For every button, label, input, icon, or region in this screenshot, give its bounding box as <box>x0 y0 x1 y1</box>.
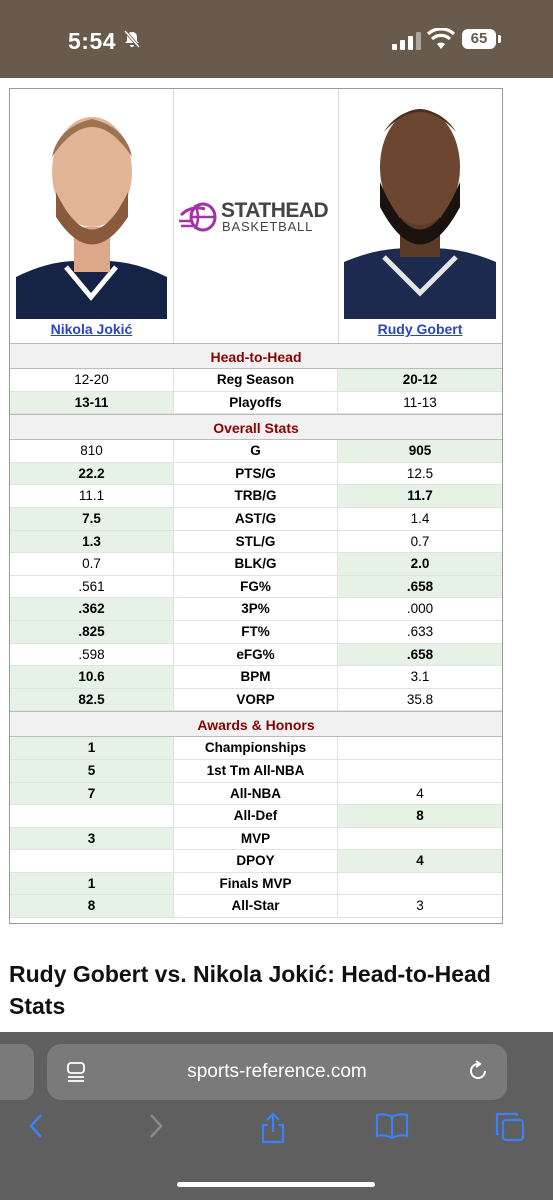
bookmarks-icon[interactable] <box>375 1112 409 1147</box>
stat-value-right: 3 <box>416 898 424 914</box>
stat-label: eFG% <box>173 644 338 666</box>
stat-value-left: 1 <box>10 873 173 895</box>
stat-value-right: 12.5 <box>406 465 434 481</box>
share-icon[interactable] <box>259 1112 287 1151</box>
wifi-icon <box>427 28 455 50</box>
table-row <box>10 783 502 806</box>
stat-value-right <box>338 873 502 895</box>
stat-value-left: 1.3 <box>10 531 173 553</box>
stat-label: G <box>173 440 338 462</box>
table-row <box>10 873 502 896</box>
stat-value-right: .658 <box>338 644 502 666</box>
tabs-icon[interactable] <box>495 1112 525 1149</box>
stat-value-right: 2.0 <box>338 553 502 575</box>
stat-label: 1st Tm All-NBA <box>173 760 338 782</box>
table-row <box>10 805 502 828</box>
stat-label: All-NBA <box>173 783 338 805</box>
battery-tip <box>498 35 501 43</box>
stat-value-left: .561 <box>78 578 105 594</box>
table-row <box>10 463 502 486</box>
cell-signal-icon <box>392 32 422 50</box>
stat-value-left: 5 <box>10 760 173 782</box>
stat-label: 3P% <box>173 598 338 620</box>
stat-value-right: 8 <box>338 805 502 827</box>
logo-column <box>173 89 339 343</box>
player-left-photo <box>16 97 167 319</box>
stat-value-right: 35.8 <box>406 691 434 707</box>
table-row <box>10 553 502 576</box>
reload-icon[interactable] <box>467 1060 489 1088</box>
table-row <box>10 828 502 851</box>
stat-value-left: 7 <box>10 783 173 805</box>
stat-value-left: 10.6 <box>10 666 173 688</box>
silent-bell-icon <box>123 30 141 53</box>
section-header-overall: Overall Stats <box>10 414 502 440</box>
section-header-h2h: Head-to-Head <box>10 343 502 369</box>
stat-value-left: .598 <box>78 646 105 662</box>
stat-value-right: .000 <box>406 601 434 617</box>
home-indicator[interactable] <box>177 1182 375 1187</box>
player-right-column <box>338 89 502 343</box>
comparison-card <box>9 88 503 924</box>
forward-icon[interactable] <box>146 1112 166 1147</box>
stat-label: FT% <box>173 621 338 643</box>
stat-label: BPM <box>173 666 338 688</box>
stat-value-right: 11.7 <box>338 485 502 507</box>
stat-label: FG% <box>173 576 338 598</box>
table-row <box>10 576 502 599</box>
stat-value-left <box>10 850 173 872</box>
stat-value-right: 1.4 <box>410 510 430 526</box>
stat-label: DPOY <box>173 850 338 872</box>
table-row <box>10 531 502 554</box>
stat-label: Playoffs <box>173 392 338 414</box>
stat-value-left <box>10 805 173 827</box>
table-row <box>10 440 502 463</box>
stat-value-left: .362 <box>10 598 173 620</box>
stat-value-right: .658 <box>338 576 502 598</box>
player-right-name-link[interactable]: Rudy Gobert <box>377 321 463 337</box>
stat-value-left: 1 <box>10 737 173 759</box>
stat-label: Championships <box>173 737 338 759</box>
stat-label: All-Star <box>173 895 338 917</box>
stathead-ball-icon <box>179 201 219 233</box>
stathead-logo[interactable] <box>179 199 335 233</box>
stat-value-left: 12-20 <box>74 372 109 387</box>
stat-value-right: 4 <box>338 850 502 872</box>
stat-value-right: 0.7 <box>410 533 430 549</box>
stat-value-right: 4 <box>416 785 424 801</box>
logo-text-secondary: BASKETBALL <box>222 219 314 234</box>
stat-value-right: .633 <box>406 623 434 639</box>
stat-value-left: 13-11 <box>10 392 173 414</box>
stat-label: VORP <box>173 689 338 711</box>
player-header <box>10 89 502 344</box>
back-icon[interactable] <box>26 1112 46 1147</box>
table-row <box>10 850 502 873</box>
stat-value-right: 11-13 <box>403 394 437 410</box>
web-page <box>0 78 553 1032</box>
table-row <box>10 666 502 689</box>
browser-toolbar <box>0 1112 553 1156</box>
logo-text-primary: STATHEAD <box>221 199 329 222</box>
table-row <box>10 760 502 783</box>
stat-value-left: 810 <box>80 443 103 459</box>
stat-value-left: 82.5 <box>10 689 173 711</box>
player-left-column <box>10 89 174 343</box>
stat-value-left: 7.5 <box>10 508 173 530</box>
stat-value-left: 3 <box>10 828 173 850</box>
table-row <box>10 737 502 760</box>
battery-icon: 65 <box>462 29 496 49</box>
stat-value-right <box>338 760 502 782</box>
stat-value-right: 3.1 <box>410 669 430 685</box>
stat-label: Finals MVP <box>173 873 338 895</box>
status-time: 5:54 <box>68 28 117 54</box>
stat-label: STL/G <box>173 531 338 553</box>
comparison-table <box>10 343 502 918</box>
previous-tab-preview[interactable] <box>0 1044 34 1100</box>
stat-value-right <box>338 737 502 759</box>
section-header-awards: Awards & Honors <box>10 711 502 737</box>
stat-value-left: 11.1 <box>78 488 105 504</box>
status-bar <box>0 0 553 78</box>
stat-label: All-Def <box>173 805 338 827</box>
browser-bottom-bar <box>0 1032 553 1200</box>
stat-label: PTS/G <box>173 463 338 485</box>
table-row <box>10 895 502 918</box>
article-title: Rudy Gobert vs. Nikola Jokić: Head-to-Head Stats <box>9 961 491 1019</box>
table-row <box>10 644 502 667</box>
stat-value-left: 8 <box>10 895 173 917</box>
stat-value-right: 905 <box>338 440 502 462</box>
address-text: sports-reference.com <box>187 1061 367 1082</box>
stat-value-left: .825 <box>10 621 173 643</box>
table-row <box>10 689 502 712</box>
stat-label: MVP <box>173 828 338 850</box>
player-right-photo <box>344 97 496 319</box>
table-row <box>10 508 502 531</box>
stat-value-left: 22.2 <box>10 463 173 485</box>
table-row <box>10 485 502 508</box>
stat-value-right: 20-12 <box>338 369 502 391</box>
table-row <box>10 598 502 621</box>
player-left-name-link[interactable]: Nikola Jokić <box>50 321 133 337</box>
stat-label: BLK/G <box>173 553 338 575</box>
stat-label: AST/G <box>173 508 338 530</box>
table-row <box>10 369 502 392</box>
stat-value-right <box>338 828 502 850</box>
stat-value-left: 0.7 <box>82 556 101 572</box>
stat-label: TRB/G <box>173 485 338 507</box>
table-row <box>10 392 502 415</box>
table-row <box>10 621 502 644</box>
stat-label: Reg Season <box>173 369 338 391</box>
address-bar[interactable] <box>47 1044 507 1100</box>
